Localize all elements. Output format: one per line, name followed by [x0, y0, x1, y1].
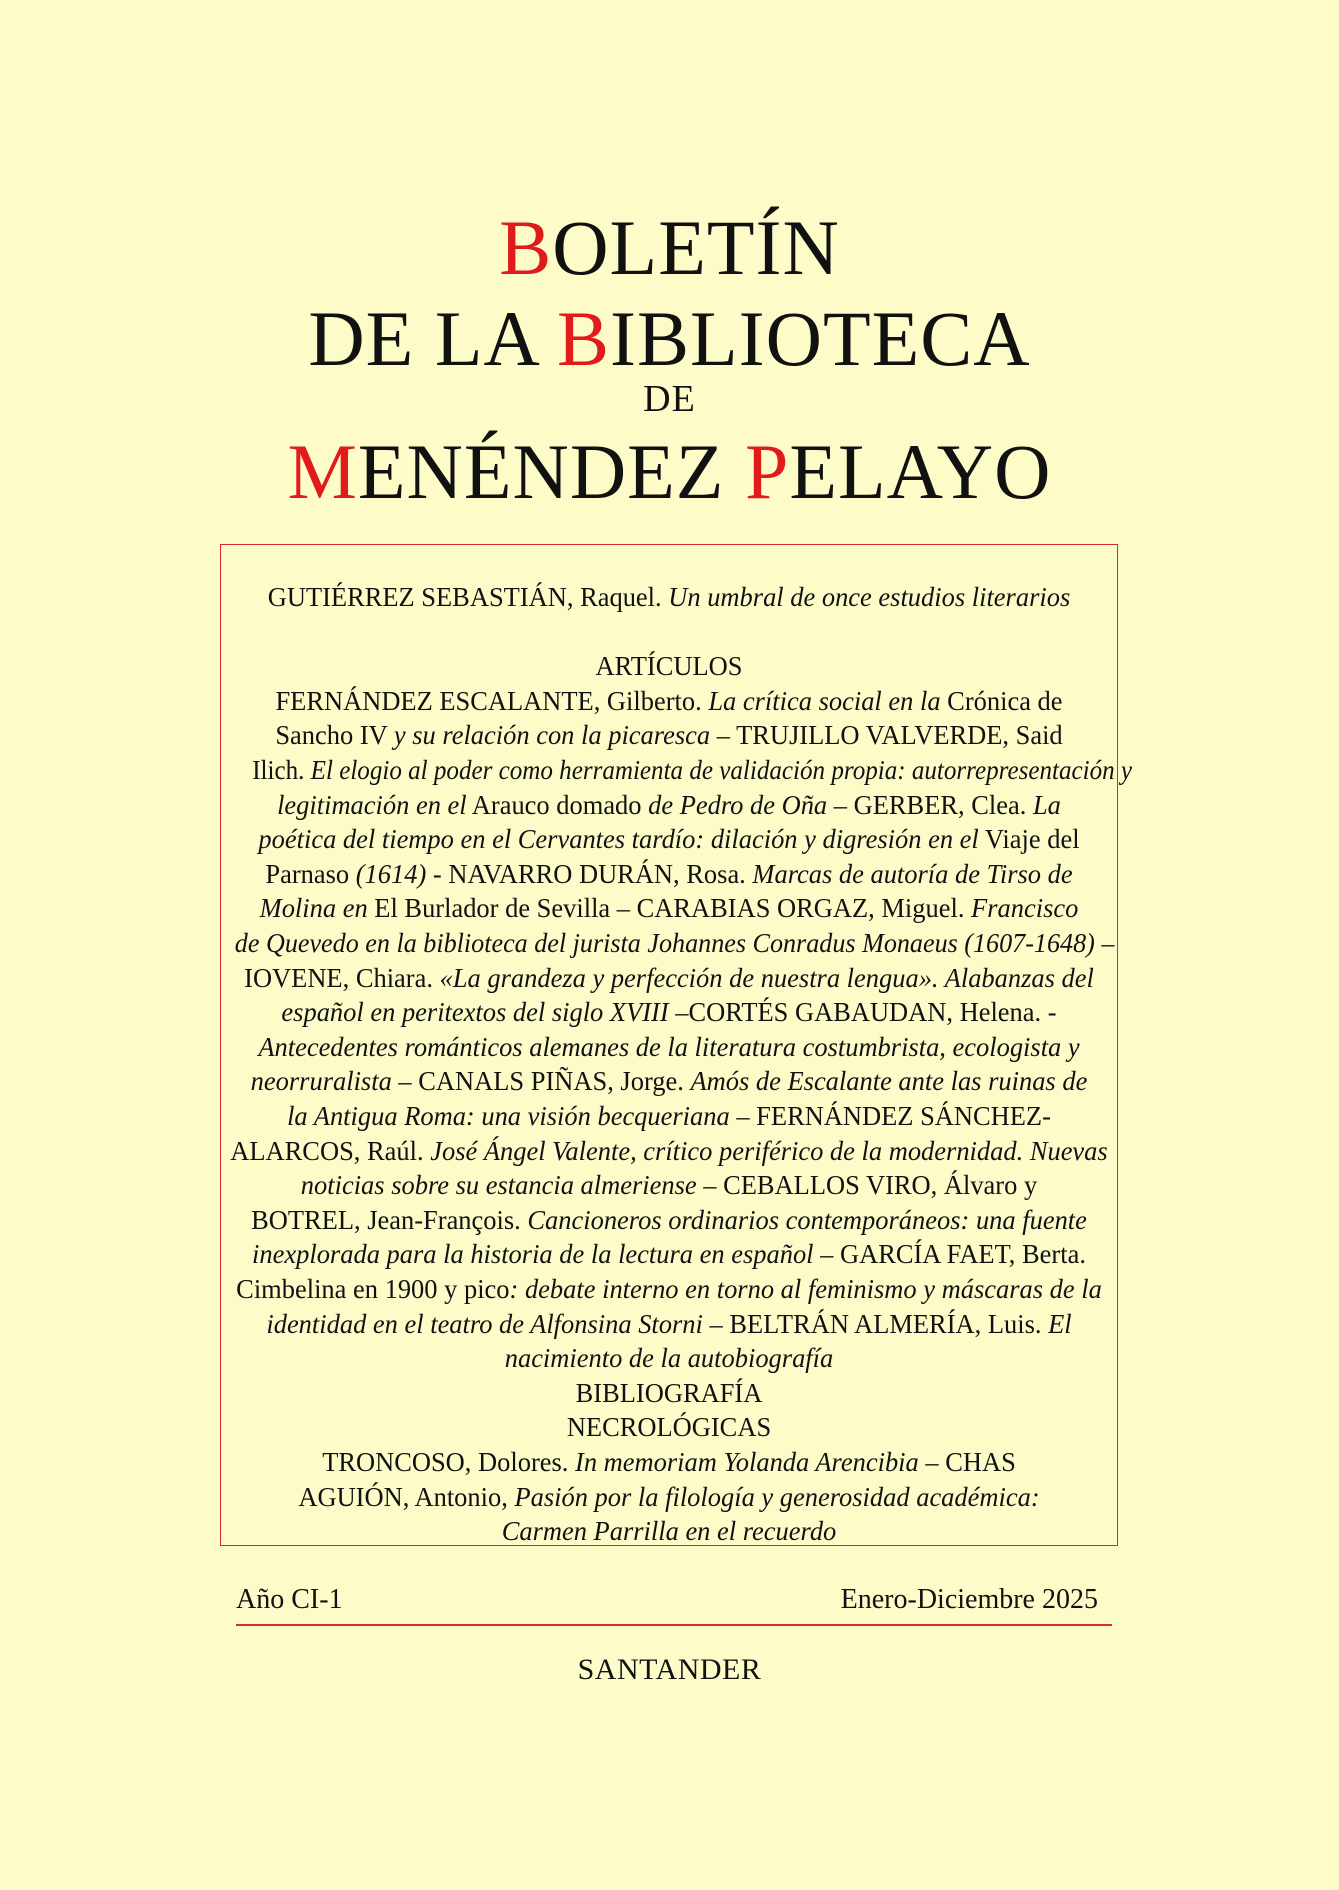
- contents-line: [229, 1307, 1109, 1341]
- title-line-de: DE: [643, 378, 696, 420]
- contents-text: Arauco domado: [466, 789, 649, 820]
- contents-italic-text: la Antigua Roma: una visión becqueriana: [287, 1101, 730, 1131]
- contents-text: Crónica de: [940, 685, 1063, 716]
- contents-italic-text: Molina en: [259, 893, 368, 924]
- contents-line: [229, 995, 1109, 1029]
- contents-italic-text: Marcas de autoría de Tirso de: [752, 858, 1073, 889]
- contents-text: GUTIÉRREZ SEBASTIÁN, Raquel.: [267, 582, 669, 612]
- title-line-boletin: [0, 204, 1339, 291]
- contents-text: – TRUJILLO VALVERDE, Said: [710, 720, 1063, 751]
- contents-line: [229, 1168, 1109, 1202]
- contents-italic-text: noticias sobre su estancia almeriense: [300, 1170, 697, 1201]
- contents-line: [229, 580, 1109, 614]
- title-text-oletin: OLETÍN: [552, 204, 840, 291]
- contents-italic-text: : debate interno en torno al feminismo y máscaras de la: [509, 1274, 1102, 1304]
- contents-italic-text: neorruralista: [250, 1066, 392, 1097]
- contents-italic-text: inexplorada para la historia de la lectura en español: [252, 1239, 814, 1270]
- contents-line: [234, 926, 1115, 960]
- title-line-biblioteca: [0, 295, 1339, 382]
- title-initial-m: M: [287, 428, 358, 515]
- contents-italic-text: La crítica social en la: [708, 685, 941, 716]
- contents-italic-text: y su relación con la picaresca: [393, 720, 711, 751]
- contents-line: [229, 1064, 1109, 1098]
- contents-text: FERNÁNDEZ ESCALANTE, Gilberto.: [275, 685, 709, 716]
- contents-italic-text: Antecedentes románticos alemanes de la literatura costumbrista, ecologista y: [258, 1031, 1080, 1062]
- publication-city: SANTANDER: [577, 1653, 762, 1686]
- contents-line: [229, 822, 1109, 856]
- contents-text: AGUIÓN, Antonio,: [298, 1481, 515, 1512]
- title-text-elayo: ELAYO: [789, 428, 1052, 515]
- contents-italic-text: identidad en el teatro de Alfonsina Storni: [266, 1308, 703, 1339]
- contents-italic-text: Un umbral de once estudios literarios: [668, 582, 1071, 612]
- issue-year: Año CI-1: [236, 1584, 343, 1615]
- contents-line: [229, 891, 1109, 925]
- contents-line: [229, 1514, 1109, 1548]
- contents-text: Sancho IV: [275, 720, 394, 751]
- title-text-de-la: DE LA: [308, 295, 557, 382]
- contents-italic-text: poética del tiempo en el Cervantes tardío: dilación y digresión en el: [258, 824, 979, 855]
- contents-italic-text: (1614): [355, 858, 427, 889]
- contents-text: IOVENE, Chiara.: [244, 962, 440, 993]
- title-text-iblioteca: IBLIOTECA: [610, 295, 1031, 382]
- contents-italic-text: de Quevedo en la biblioteca del jurista Johannes Conradus Monaeus (1607-1648): [234, 928, 1095, 958]
- contents-text: Viaje del: [978, 824, 1080, 855]
- contents-line: [229, 1237, 1109, 1271]
- contents-italic-text: In memoriam Yolanda Arencibia: [575, 1447, 919, 1477]
- contents-italic-text: El: [1048, 1308, 1072, 1339]
- contents-text: Cimbelina en 1900 y pico: [236, 1274, 510, 1304]
- contents-line: [229, 1445, 1109, 1479]
- contents-text: –CORTÉS GABAUDAN, Helena. -: [668, 997, 1057, 1028]
- contents-text: BIBLIOGRAFÍA: [575, 1377, 763, 1408]
- contents-text: Parnaso: [265, 858, 356, 889]
- contents-line: [229, 1030, 1109, 1064]
- contents-line: [229, 1410, 1109, 1444]
- title-initial-p: P: [744, 428, 790, 515]
- contents-line: [229, 1341, 1109, 1375]
- contents-italic-text: español en peritextos del siglo XVIII: [281, 997, 669, 1028]
- contents-italic-text: nacimiento de la autobiografía: [504, 1343, 834, 1374]
- contents-line: [229, 788, 1109, 822]
- contents-line: [229, 684, 1109, 718]
- contents-line: [229, 649, 1109, 683]
- contents-text: NECROLÓGICAS: [566, 1412, 772, 1443]
- contents-italic-text: Carmen Parrilla en el recuerdo: [501, 1516, 837, 1547]
- contents-line: [229, 1203, 1109, 1237]
- title-line-menendez-pelayo: [0, 428, 1339, 515]
- contents-text: - NAVARRO DURÁN, Rosa.: [426, 858, 753, 889]
- contents-line: [229, 1480, 1109, 1514]
- title-initial-b: B: [499, 204, 553, 291]
- issue-dates: Enero-Diciembre 2025: [840, 1584, 1098, 1615]
- contents-text: ARTÍCULOS: [595, 651, 743, 682]
- contents-text: ALARCOS, Raúl.: [230, 1135, 431, 1166]
- contents-italic-text: legitimación en el: [277, 789, 467, 820]
- title-initial-b2: B: [557, 295, 611, 382]
- contents-line: [229, 1099, 1109, 1133]
- contents-text: – FERNÁNDEZ SÁNCHEZ-: [729, 1101, 1051, 1131]
- contents-italic-text: Francisco: [971, 893, 1079, 924]
- contents-text: – CANALS PIÑAS, Jorge.: [391, 1066, 691, 1097]
- contents-text: – GERBER, Clea.: [827, 789, 1033, 820]
- contents-text: El Burlador de Sevilla – CARABIAS ORGAZ, Miguel.: [367, 893, 972, 924]
- contents-line: [252, 753, 1133, 787]
- title-text-enendez: ENÉNDEZ: [357, 428, 745, 515]
- contents-line: [229, 961, 1109, 995]
- contents-text: – BELTRÁN ALMERÍA, Luis.: [702, 1308, 1049, 1339]
- contents-italic-text: El elogio al poder como herramienta de validación propia: autorrepresentación y: [310, 755, 1133, 785]
- contents-italic-text: Amós de Escalante ante las ruinas de: [690, 1066, 1088, 1097]
- contents-italic-text: de Pedro de Oña: [648, 789, 828, 820]
- contents-italic-text: Cancioneros ordinarios contemporáneos: una fuente: [527, 1204, 1087, 1235]
- contents-italic-text: «La grandeza y perfección de nuestra lengua». Alabanzas del: [439, 962, 1094, 993]
- contents-text: – GARCÍA FAET, Berta.: [813, 1239, 1086, 1270]
- footer-divider: [236, 1624, 1112, 1626]
- contents-text: Ilich.: [252, 755, 311, 785]
- contents-italic-text: Pasión por la filología y generosidad académica:: [514, 1481, 1040, 1512]
- contents-text: BOTREL, Jean-François.: [251, 1204, 528, 1235]
- contents-line: [229, 718, 1109, 752]
- contents-text: – CHAS: [918, 1447, 1016, 1477]
- contents-italic-text: La: [1032, 789, 1061, 820]
- contents-line: [229, 1376, 1109, 1410]
- contents-text: –: [1094, 928, 1115, 958]
- contents-line: [229, 1272, 1109, 1306]
- contents-italic-text: José Ángel Valente, crítico periférico de la modernidad. Nuevas: [430, 1135, 1108, 1166]
- contents-text: – CEBALLOS VIRO, Álvaro y: [696, 1170, 1038, 1201]
- contents-line: [229, 857, 1109, 891]
- contents-text: TRONCOSO, Dolores.: [322, 1447, 576, 1477]
- contents-line: [229, 1134, 1109, 1168]
